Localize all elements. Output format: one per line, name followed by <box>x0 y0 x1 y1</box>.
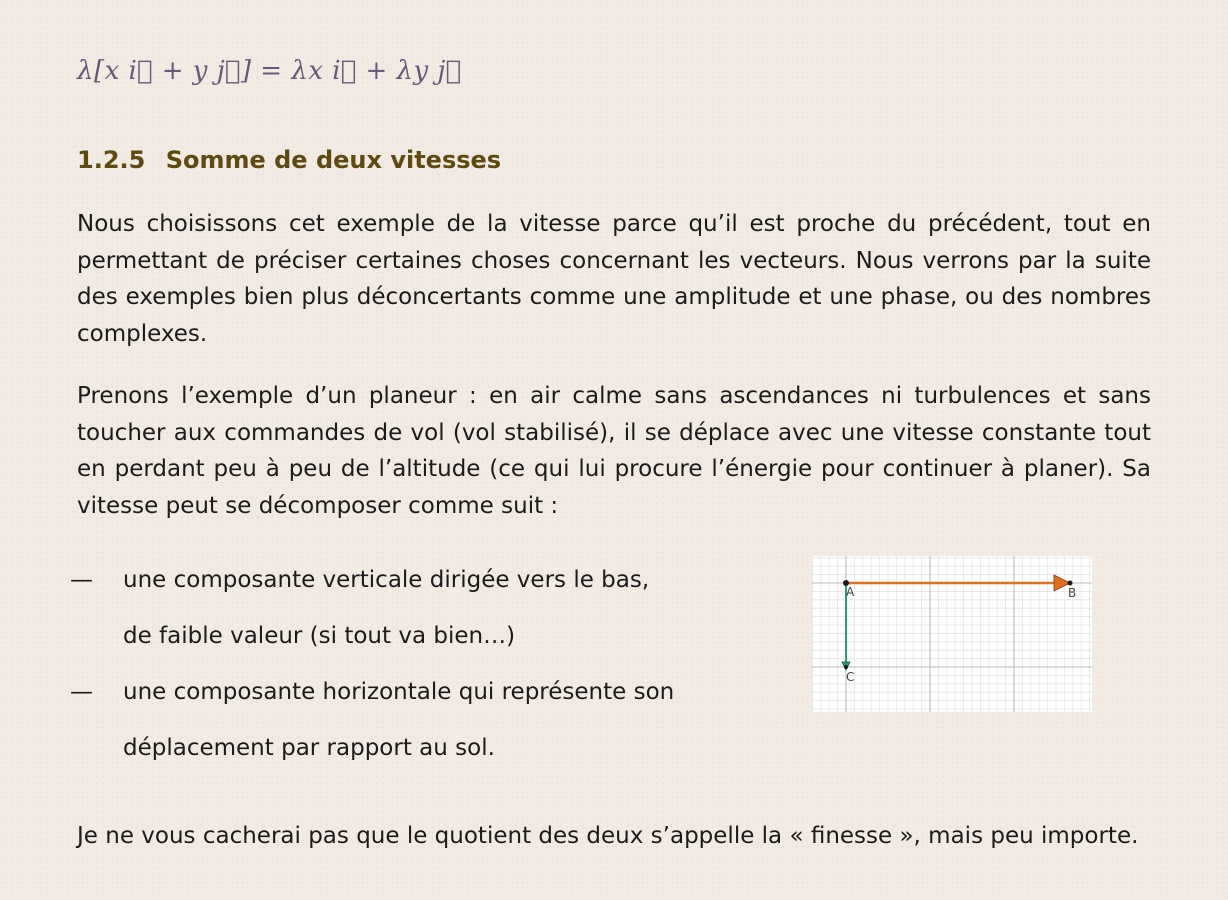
paragraph-finesse: Je ne vous cacherai pas que le quotient des deux s’appelle la « finesse », mais peu importe. <box>77 823 1139 849</box>
point-a-label: A <box>846 585 855 599</box>
list-item <box>70 664 770 776</box>
scalar-distribution-formula: λ[x i⃗ + y j⃗] = λx i⃗ + λy j⃗ <box>77 56 462 86</box>
point-b-label: B <box>1068 586 1077 600</box>
paragraph-glider: Prenons l’exemple d’un planeur : en air calme sans ascendances ni turbulences et sans toucher aux commandes de vol (vol stabilisé), il se déplace avec une vitesse constante tout en perdant peu à peu de l’altitude (ce qui lui procure l’énergie pour continuer à planer). Sa vitesse peut se décomposer comme suit : <box>77 383 1151 519</box>
list-dash: — <box>70 679 93 705</box>
section-number: 1.2.5 <box>77 146 146 174</box>
list-dash: — <box>70 567 93 593</box>
point-b-marker <box>1068 581 1073 586</box>
section-heading <box>77 146 501 174</box>
point-c-label: C <box>846 670 855 684</box>
list-item-line: une composante horizontale qui représente son <box>123 679 675 705</box>
velocity-vectors-figure <box>812 556 1092 712</box>
point-c-marker <box>844 665 848 669</box>
paragraph-intro: Nous choisissons cet exemple de la vitesse parce qu’il est proche du précédent, tout en permettant de préciser certaines choses concernant les vecteurs. Nous verrons par la suite des exemples bien plus déconcertants comme une amplitude et une phase, ou des nombres complexes. <box>77 211 1151 347</box>
list-item-line: de faible valeur (si tout va bien…) <box>123 623 516 649</box>
list-item-line: déplacement par rapport au sol. <box>123 735 495 761</box>
list-item-line: une composante verticale dirigée vers le bas, <box>123 567 650 593</box>
vector-grid-diagram <box>812 556 1092 712</box>
section-title: Somme de deux vitesses <box>165 146 502 174</box>
velocity-components-list <box>70 552 770 776</box>
grid-minor-lines <box>812 556 1092 712</box>
list-item <box>70 552 770 664</box>
